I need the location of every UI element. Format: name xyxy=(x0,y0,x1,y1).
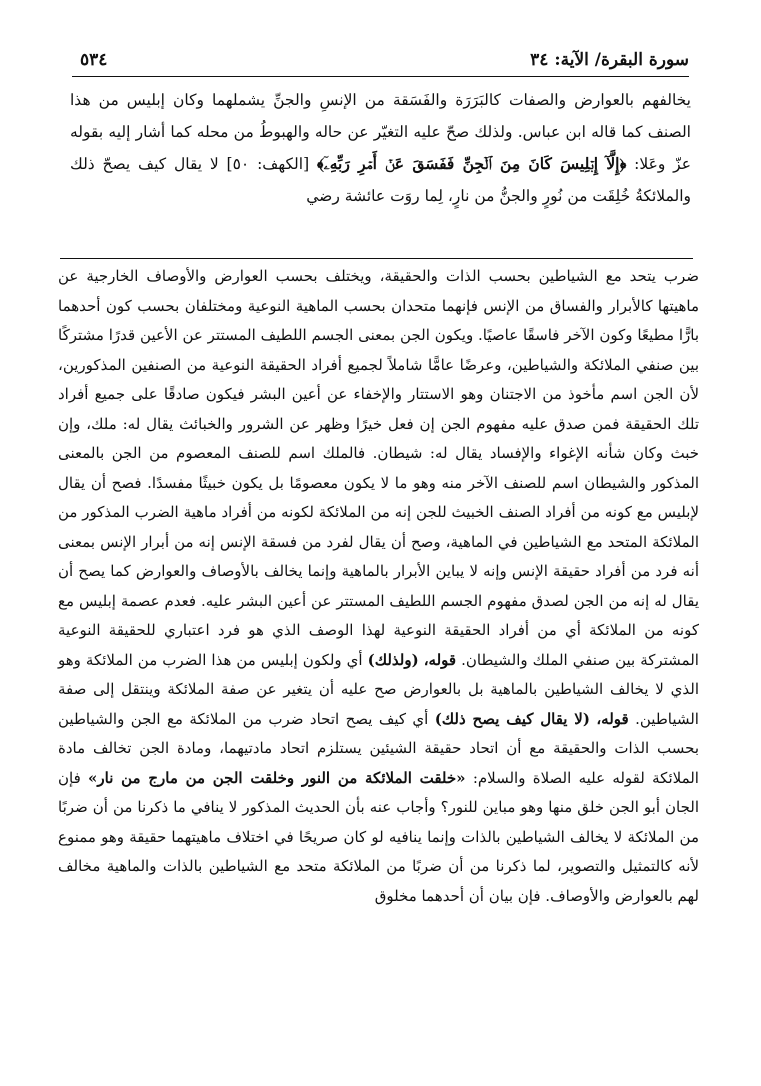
page-header xyxy=(80,46,689,70)
text-divider xyxy=(60,258,693,259)
commentary-paragraph xyxy=(58,262,699,911)
commentary-part-3: أي كيف يصح اتحاد ضرب من الملائكة مع الجن والشياطين بحسب الذات والحقيقة مع أن اتحاد حقيقة الشيئين يستلزم اتحاد مادتيهما، ومادة الجن تخالف مادة الملائكة لقوله عليه الصلاة والسلام: xyxy=(58,709,699,787)
qawluhu-keyword: قوله، xyxy=(596,709,629,728)
quoted-phrase: (ولذلك) xyxy=(367,650,419,669)
commentary-part-2: أي ولكون إبليس من هذا الضرب من الملائكة وهو الذي لا يخالف الشياطين بالماهية بل بالعوارض صح عليه أن يتغير عن صفة الملائكة وينتقل إلى صفة الشياطين. xyxy=(58,650,699,728)
main-paragraph xyxy=(70,84,691,212)
commentary-part-1: ضرب يتحد مع الشياطين بحسب الذات والحقيقة، ويختلف بحسب العوارض والأوصاف الخارجية عن ماهيتها كالأبرار والفساق من الإنس فإنهما متحدان بحسب الماهية النوعية ومختلفان بحسب كون أحدهما بارًّا مطيعًا وكون الآخر فاسقًا عاصيًا. ويكون الجن بمعنى الجسم اللطيف المستتر عن الأعين قدرًا مشتركًا بين صنفي الملائكة والشياطين، وعرضًا عامًّا شاملاً لجميع أفراد الحقيقة النوعية من الصنفين المذكورين، لأن الجن اسم مأخوذ من الاجتنان وهو الاستتار والإخفاء عن أعين البشر فيكون صادقًا على جميع أفراد تلك الحقيقة فمن صدق عليه مفهوم الجن إن فعل خيرًا وظهر عن الشرور والخبائث يقال له: ملك، وإن خبث وكان شأنه الإغواء والإفساد يقال له: شيطان. فالملك اسم للصنف المعصوم من الجن بالمعنى المذكور والشيطان اسم للصنف الآخر منه وهو ما لا يكون معصومًا بل يكون خبيثًا مفسدًا. فصح أن يقال لإبليس مع كونه من أفراد الصنف الخبيث للجن إنه من الملائكة لكونه من أفراد ماهية الضرب المذكور من الملائكة المتحد مع الشياطين في الماهية، وصح أن يقال لفرد من فسقة الإنس إنه من أبرار الإنس بمعنى أنه فرد من أفراد حقيقة الإنس وإنه لا يباين الأبرار بالماهية وإنما يخالف بالأوصاف والعوارض كما يصح أن يقال له إنه من الجن لصدق مفهوم الجسم اللطيف المستتر عن أعين البشر عليه. فعدم عصمة إبليس مع كونه من الملائكة أي من أفراد الحقيقة النوعية لهذا الوصف الذي هو فرد اعتباري للحقيقة النوعية المشتركة بين صنفي الملك والشيطان. xyxy=(58,267,699,669)
main-text-part-1: يخالفهم بالعوارض والصفات كالبَرَرَة والفَسَقة من الإنسِ والجنِّ يشملهما وكان إبليس من هذا الصنف كما قاله ابن عباس. ولذلك صحّ عليه التغيّر عن حاله والهبوطُ من محله كما أشار إليه بقوله عزّ وعَلا: xyxy=(70,91,691,173)
verse-reference: [الكهف: ٥٠] xyxy=(226,155,310,173)
commentary-part-4: فإن الجان أبو الجن خلق منها وهو مباين للنور؟ وأجاب عنه بأن الحديث المذكور لا ينافي ما ذكرنا من أن ضربًا من الملائكة لا يخالف الشياطين بالذات وإنما ينافيه لو كان صريحًا في اختلاف ماهيتهما حقيقة وهو ممنوع لأنه كالتمثيل والتصوير، لما ذكرنا من أن ضربًا من الملائكة متحد مع الشياطين بالذات والماهية مخالف لهم بالعوارض والأوصاف. فإن بيان أن أحدهما مخلوق xyxy=(58,768,699,905)
quran-verse: ﴿إِلَّآ إِبۡلِيسَ كَانَ مِنَ ٱلۡجِنِّ فَفَسَقَ عَنۡ أَمۡرِ رَبِّهِۦٓ﴾ xyxy=(316,154,627,173)
qawluhu-keyword: قوله، xyxy=(423,650,457,669)
page-number: ٥٣٤ xyxy=(80,50,108,70)
hadith-quote: «خلقت الملائكة من النور وخلقت الجن من مارج من نار» xyxy=(88,768,466,787)
commentary-text xyxy=(58,262,699,911)
surah-reference: سورة البقرة/ الآية: ٣٤ xyxy=(530,50,689,70)
header-divider xyxy=(72,76,689,77)
quoted-phrase: (لا يقال كيف يصح ذلك) xyxy=(434,709,590,728)
main-text-part-2: لا يقال كيف يصحّ ذلك والملائكةُ خُلِقَت من نُورٍ والجنُّ من نارٍ، لِما روَت عائشة رضي xyxy=(70,155,691,205)
main-text xyxy=(70,84,691,212)
